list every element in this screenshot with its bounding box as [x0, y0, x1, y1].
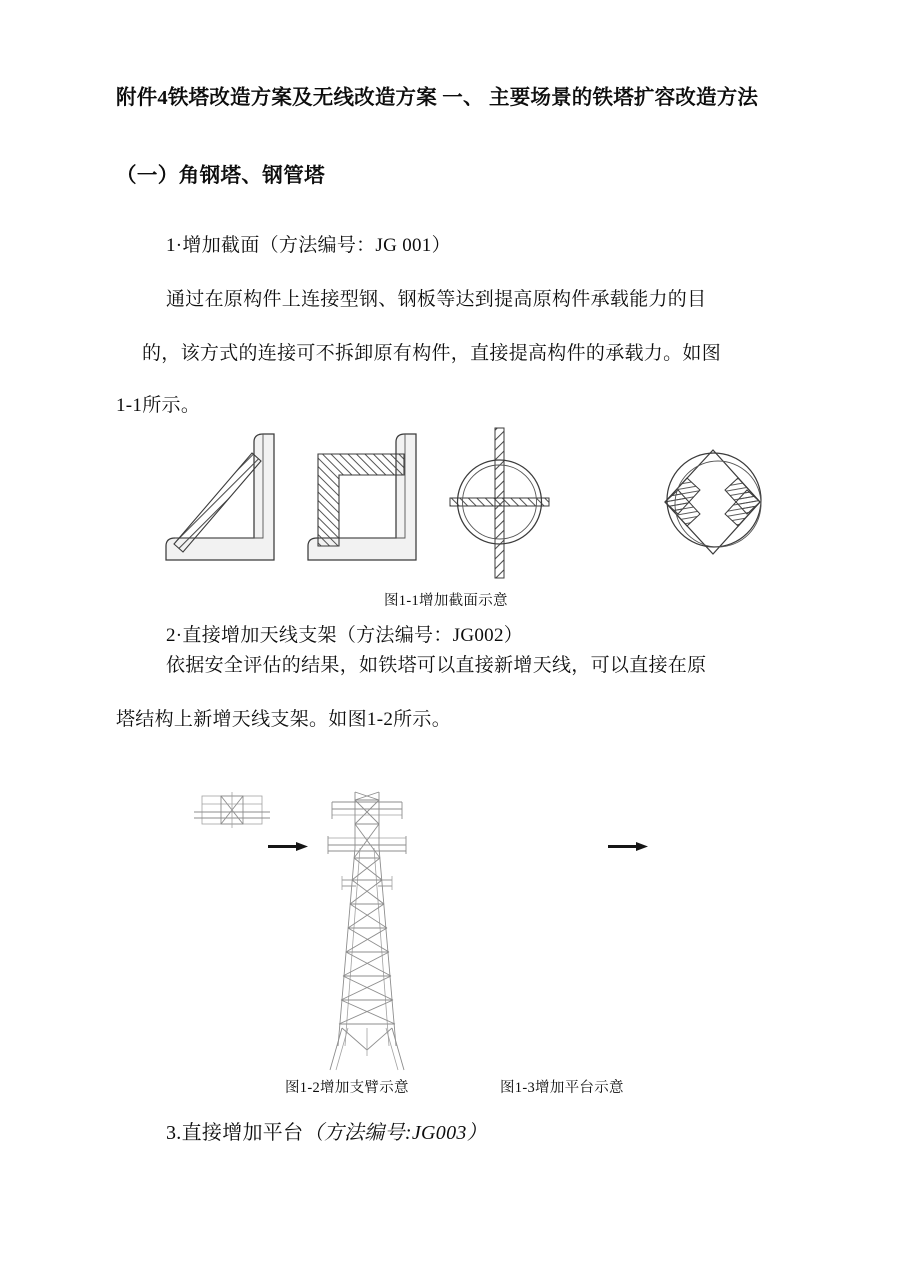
panel-lattice-tower-with-brackets	[328, 792, 406, 1070]
arrow-right-icon-1	[268, 842, 308, 851]
paragraph-item2-line2: 塔结构上新增天线支架。如图1-2所示。	[116, 709, 452, 730]
panel-tube-with-diamond-plate	[665, 450, 761, 554]
panel-angle-with-diagonal-plate	[166, 434, 274, 560]
paragraph-item1-heading: 1·增加截面（方法编号：JG 001）	[166, 235, 451, 256]
paragraph-item1-line1: 通过在原构件上连接型钢、钢板等达到提高原构件承载能力的目	[166, 289, 707, 310]
paragraph-item3-heading	[166, 1118, 487, 1148]
paragraph-item3-heading-italic: （方法编号:JG003）	[303, 1122, 487, 1144]
paragraph-item1-line2: 的，该方式的连接可不拆卸原有构件，直接提高构件的承载力。如图	[142, 343, 722, 364]
section-heading: （一）角钢塔、钢管塔	[116, 165, 325, 187]
arrow-right-icon-2	[608, 842, 648, 851]
paragraph-item1-line3: 1-1所示。	[116, 395, 201, 416]
figure-1-2-and-1-3-towers	[190, 788, 690, 1073]
figure-1-2-caption: 图1-2增加支臂示意	[285, 1080, 409, 1096]
paragraph-item3-heading-plain: 3.直接增加平台	[166, 1122, 304, 1144]
figure-1-3-caption: 图1-3增加平台示意	[500, 1080, 624, 1096]
panel-angle-with-l-plate	[308, 434, 416, 560]
panel-antenna-bracket-detail	[194, 792, 270, 828]
page-title: 附件4铁塔改造方案及无线改造方案 一、 主要场景的铁塔扩容改造方法	[116, 87, 759, 109]
paragraph-item2-line1: 依据安全评估的结果，如铁塔可以直接新增天线，可以直接在原	[166, 655, 707, 676]
figure-1-1-cross-sections	[160, 428, 785, 583]
paragraph-item2-heading: 2·直接增加天线支架（方法编号：JG002）	[166, 625, 524, 646]
figure-1-1-caption: 图1-1增加截面示意	[384, 593, 508, 609]
panel-tube-with-cross-plate	[450, 428, 549, 578]
